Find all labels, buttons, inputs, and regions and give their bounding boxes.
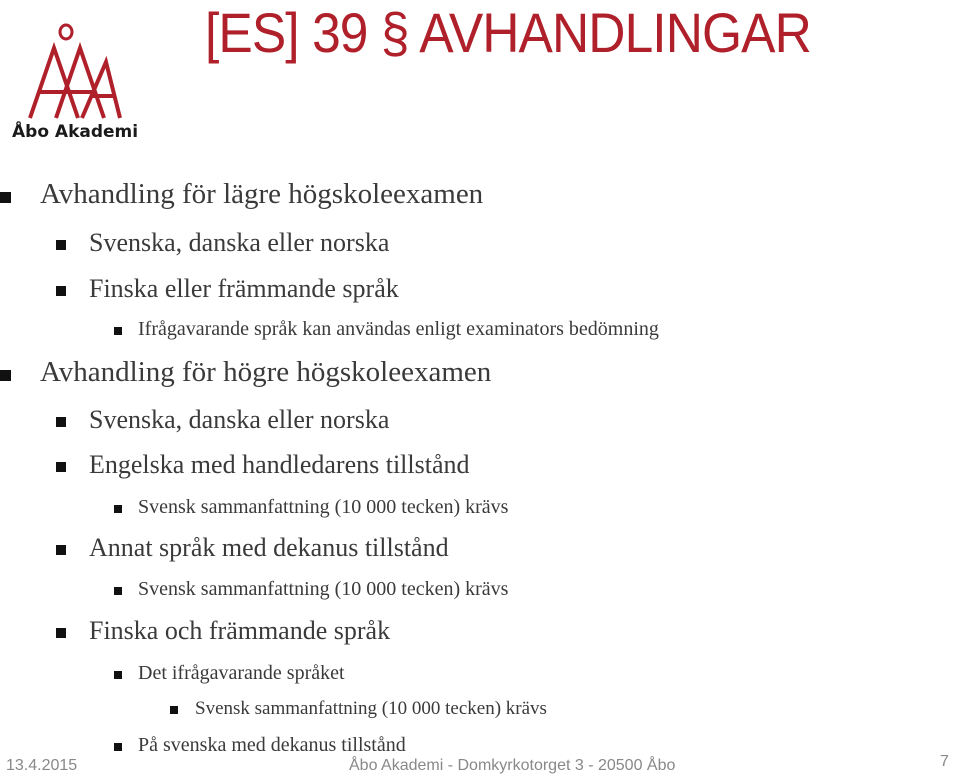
square-bullet-icon	[56, 286, 66, 296]
bullet-item-level-2: Finska eller främmande språk	[89, 274, 399, 303]
bullet-item-level-2: Finska och främmande språk	[89, 616, 391, 645]
bullet-item-level-3: Svensk sammanfattning (10 000 tecken) krävs	[138, 578, 509, 600]
bullet-item-level-2: Engelska med handledarens tillstånd	[89, 450, 470, 479]
bullet-item-level-2: Svenska, danska eller norska	[89, 405, 390, 434]
square-bullet-icon	[56, 240, 66, 250]
slide-title: [ES] 39 § AVHANDLINGAR	[205, 1, 811, 64]
square-bullet-icon	[114, 505, 122, 513]
square-bullet-icon	[114, 743, 122, 751]
square-bullet-icon	[56, 628, 66, 638]
footer-address: Åbo Akademi - Domkyrkotorget 3 - 20500 Åbo	[349, 757, 676, 774]
square-bullet-icon	[0, 192, 11, 203]
square-bullet-icon	[56, 462, 66, 472]
square-bullet-icon	[0, 370, 11, 381]
logo-wordmark: Åbo Akademi	[12, 122, 139, 142]
page-number: 7	[940, 753, 949, 770]
bullet-item-level-2: Annat språk med dekanus tillstånd	[89, 533, 449, 562]
square-bullet-icon	[114, 587, 122, 595]
square-bullet-icon	[114, 671, 122, 679]
bullet-item-level-2: Svenska, danska eller norska	[89, 228, 390, 257]
square-bullet-icon	[56, 545, 66, 555]
square-bullet-icon	[56, 417, 66, 427]
bullet-item-level-1: Avhandling för högre högskoleexamen	[40, 356, 492, 388]
bullet-item-level-3: Det ifrågavarande språket	[138, 662, 345, 684]
bullet-item-level-3: Svensk sammanfattning (10 000 tecken) krävs	[138, 496, 509, 518]
bullet-item-level-3: På svenska med dekanus tillstånd	[138, 734, 406, 756]
bullet-item-level-3: Ifrågavarande språk kan användas enligt examinators bedömning	[138, 318, 659, 340]
square-bullet-icon	[114, 327, 122, 335]
square-bullet-icon	[170, 706, 178, 714]
footer-date: 13.4.2015	[6, 757, 78, 774]
bullet-item-level-1: Avhandling för lägre högskoleexamen	[40, 178, 484, 210]
bullet-item-level-4: Svensk sammanfattning (10 000 tecken) krävs	[195, 698, 547, 719]
